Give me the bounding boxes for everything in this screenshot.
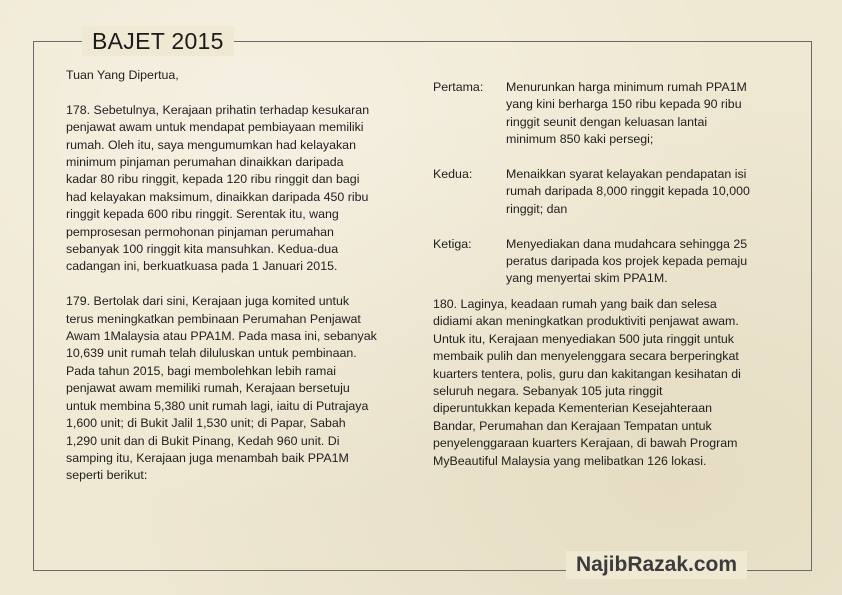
item-label: Ketiga: <box>433 236 472 251</box>
left-column <box>66 67 426 502</box>
list-item <box>433 236 793 288</box>
item-text: Menaikkan syarat kelayakan pendapatan isi rumah daripada 8,000 ringgit kepada 10,000 ringgit; dan <box>506 167 750 216</box>
paragraph-180: 180. Laginya, keadaan rumah yang baik dan selesa didiami akan meningkatkan produktiviti penjawat awam. Untuk itu, Kerajaan menyediakan 500 juta ringgit untuk membaik pulih dan menyelenggara secara berperingkat kuarters tentera, polis, guru dan kakitangan kesihatan di seluruh negara. Sebanyak 105 juta ringgit diperuntukkan kepada Kementerian Kesejahteraan Bandar, Perumahan dan Kerajaan Tempatan untuk penyelenggaraan kuarters Kerajaan, di bawah Program MyBeautiful Malaysia yang melibatkan 126 lokasi. <box>433 297 741 468</box>
salutation: Tuan Yang Dipertua, <box>66 68 179 82</box>
brand-logo: NajibRazak.com <box>566 551 747 579</box>
item-label: Kedua: <box>433 167 473 182</box>
list-item <box>433 79 793 149</box>
list-item <box>433 166 793 218</box>
paragraph-179: 179. Bertolak dari sini, Kerajaan juga komited untuk terus meningkatkan pembinaan Perumahan Penjawat Awam 1Malaysia atau PPA1M. Pada masa ini, sebanyak 10,639 unit rumah telah diluluskan untuk pembinaan. Pada tahun 2015, bagi membolehkan lebih ramai penjawat awam memiliki rumah, Kerajaan bersetuju untuk membina 5,380 unit rumah lagi, iaitu di Putrajaya 1,600 unit; di Bukit Jalil 1,530 unit; di Papar, Sabah 1,290 unit dan di Bukit Pinang, Kedah 960 unit. Di samping itu, Kerajaan juga menambah baik PPA1M seperti berikut: <box>66 294 377 483</box>
ppa1m-improvements-list <box>433 79 793 305</box>
item-text: Menyediakan dana mudahcara sehingga 25 peratus daripada kos projek kepada pemaju yang menyertai skim PPA1M. <box>506 236 748 286</box>
item-text: Menurunkan harga minimum rumah PPA1M yang kini berharga 150 ribu kepada 90 ribu ringgit seunit dengan keluasan lantai minimum 850 kaki persegi; <box>506 80 747 147</box>
item-label: Pertama: <box>433 80 484 94</box>
paragraph-178: 178. Sebetulnya, Kerajaan prihatin terhadap kesukaran penjawat awam untuk mendapat pembiayaan memiliki rumah. Oleh itu, saya mengumumkan had kelayakan minimum pinjaman perumahan dinaikkan daripada kadar 80 ribu ringgit, kepada 120 ribu ringgit dan bagi had kelayakan maksimum, dinaikkan daripada 450 ribu ringgit kepada 600 ribu ringgit. Serentak itu, wang pemprosesan permohonan pinjaman perumahan sebanyak 100 ringgit kita mansuhkan. Kedua-dua cadangan ini, berkuatkuasa pada 1 Januari 2015. <box>66 102 370 274</box>
page-title: BAJET 2015 <box>82 26 234 56</box>
